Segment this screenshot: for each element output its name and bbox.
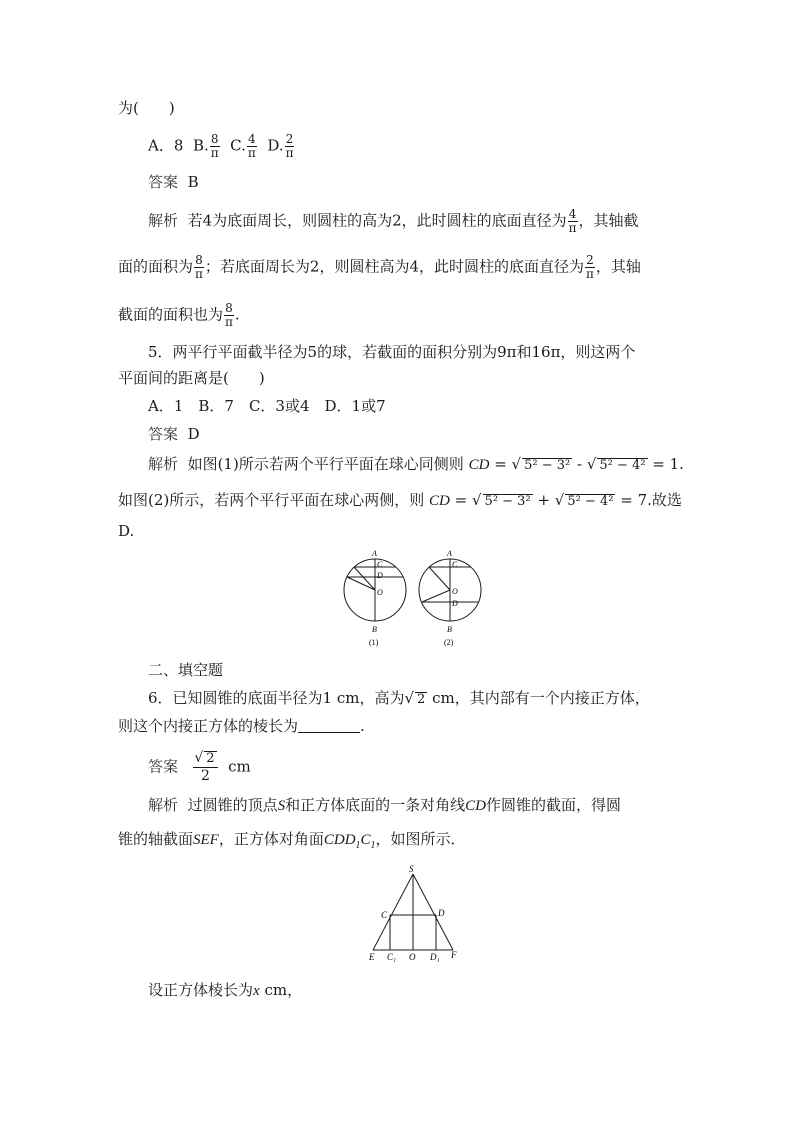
analysis-text: 截面的面积也为 [118,305,224,324]
q5-stem-line-1: 5．两平行平面截半径为5的球，若截面的面积分别为9π和16π，则这两个 [148,343,636,361]
stem-text: 则这个内接正方体的棱长为 [118,717,299,735]
analysis-text: ，其轴 [595,257,641,276]
analysis-text: 锥的轴截面 [118,830,194,848]
fig-label-d: D [438,908,445,918]
q4-option-d: D. [267,136,284,155]
answer-fraction: $\frac{√ 2}{2}$ [193,750,217,785]
fig1-label-b: B [372,625,377,634]
analysis-text: 设正方体棱长为 [148,981,254,999]
q4-option-d-fraction: $\frac{2}{\pi}$ [285,132,294,160]
fig2-label-c: C [452,560,458,569]
q4-analysis-line-3 [118,302,240,329]
fig-label-c1: C₁ [387,952,397,962]
analysis-label: 解析 [148,796,179,814]
q4-option-b-fraction: $\frac{8}{\pi}$ [210,132,219,160]
fig-label-o: O [409,952,416,962]
analysis-label: 解析 [148,455,179,473]
segment-cd: CD [468,457,490,473]
answer-blank [298,718,360,733]
answer-value: B [187,173,199,191]
fig-label-s: S [409,864,414,874]
answer-label: 答案 [148,425,179,443]
fig2-caption: (2) [444,638,454,647]
fraction: $\frac{8}{\pi}$ [225,301,233,329]
analysis-text: 如图(2)所示，若两个平行平面在球心两侧，则 [118,491,425,509]
q5-options: A．1 B．7 C．3或4 D．1或7 [148,397,386,415]
q5-answer [148,424,200,444]
section-title: 二、填空题 [148,661,224,679]
q5-stem-line-2: 平面间的距离是( ) [118,369,265,387]
q6-analysis-line-2 [118,829,466,856]
sqrt-term: 5² − 4² [567,494,614,509]
analysis-text: ，正方体对角面 [218,830,324,848]
answer-label: 答案 [148,173,179,191]
fig1-caption: (1) [369,638,379,647]
stem-text: 6．已知圆锥的底面半径为1 cm，高为 [148,689,405,707]
fig1-label-d: D [377,571,383,580]
q6-stem-line-1: 6．已知圆锥的底面半径为1 cm，高为√ 2 cm，其内部有一个内接正方体， [148,689,650,707]
fraction: $\frac{2}{\pi}$ [586,253,594,281]
sqrt-term: 5² − 3² [484,494,531,509]
q6-analysis-line-3 [148,980,302,1001]
fig1-label-c: C [377,560,383,569]
q5-analysis-line-3: D. [118,522,135,540]
sqrt-term: 5² − 4² [599,458,646,473]
analysis-text: ；若底面周长为2，则圆柱高为4，此时圆柱的底面直径为 [204,257,584,276]
answer-value: D [187,425,200,443]
q4-option-b: B. [192,136,209,155]
segment-cd: CD [429,493,450,509]
fig-label-c: C [381,910,388,920]
q4-option-c-fraction: $\frac{4}{\pi}$ [247,132,256,160]
analysis-text: 作圆锥的截面，得圆 [485,796,621,814]
q4-option-a: A．8 [148,136,184,155]
sqrt-term: 5² − 3² [524,458,571,473]
q4-options [148,133,295,160]
analysis-text: . [234,305,240,324]
fig1-label-o: O [377,588,383,597]
q6-answer [148,750,251,785]
q6-stem-line-2: 则这个内接正方体的棱长为 . [118,717,365,735]
analysis-text: 和正方体底面的一条对角线 [285,796,466,814]
fig-label-d1: D₁ [430,952,440,962]
analysis-text: 如图(1)所示若两个平行平面在球心同侧则 [187,455,464,473]
analysis-text: ，其轴截 [578,211,639,230]
q5-analysis-line-1: 解析 如图(1)所示若两个平行平面在球心同侧则 CD = √ 5² − 3² - √ 5² − 4² = 1. [148,455,684,473]
segment-cd: CD [465,798,486,814]
q6-analysis-line-1 [148,795,621,816]
fig2-label-a: A [447,549,452,558]
triangle-sef: SEF [193,832,219,848]
fig2-label-d: D [452,599,458,608]
figure-2 [419,559,481,621]
analysis-text: cm， [259,981,303,999]
analysis-text: 面的面积为 [118,257,194,276]
fig-label-e: E [369,952,375,962]
analysis-label: 解析 [148,211,179,230]
fraction: $\frac{4}{\pi}$ [568,207,577,235]
q4-answer [148,172,199,192]
fig1-label-a: A [372,549,377,558]
figure-1 [344,559,406,621]
answer-label: 答案 [148,757,179,776]
variable-x: x [253,983,260,999]
q4-stem-tail: 为( ) [118,99,175,117]
q4-analysis-line-2 [118,254,641,281]
fig-label-f: F [451,950,457,960]
q4-option-c: C. [230,136,246,155]
q5-sphere-figures [338,543,488,653]
plane-cdd1c1: $CDD_1C_1$ [323,832,376,851]
point-s: S [277,798,286,814]
fig2-label-o: O [452,587,458,596]
q6-cone-figure [363,862,467,966]
analysis-text: ，如图所示． [375,830,466,848]
sqrt-term: 2 [417,692,426,707]
q4-analysis-line-1 [148,208,639,235]
fig2-label-b: B [447,625,452,634]
fraction: $\frac{8}{\pi}$ [195,253,203,281]
q5-analysis-line-2: 如图(2)所示，若两个平行平面在球心两侧，则 CD = √ 5² − 3² + √ 5² − 4² = 7.故选 [118,491,682,509]
answer-unit: cm [228,757,251,776]
analysis-text: 若4为底面周长，则圆柱的高为2，此时圆柱的底面直径为 [187,211,567,230]
analysis-text: 过圆锥的顶点 [187,796,278,814]
stem-text: cm，其内部有一个内接正方体， [427,689,650,707]
